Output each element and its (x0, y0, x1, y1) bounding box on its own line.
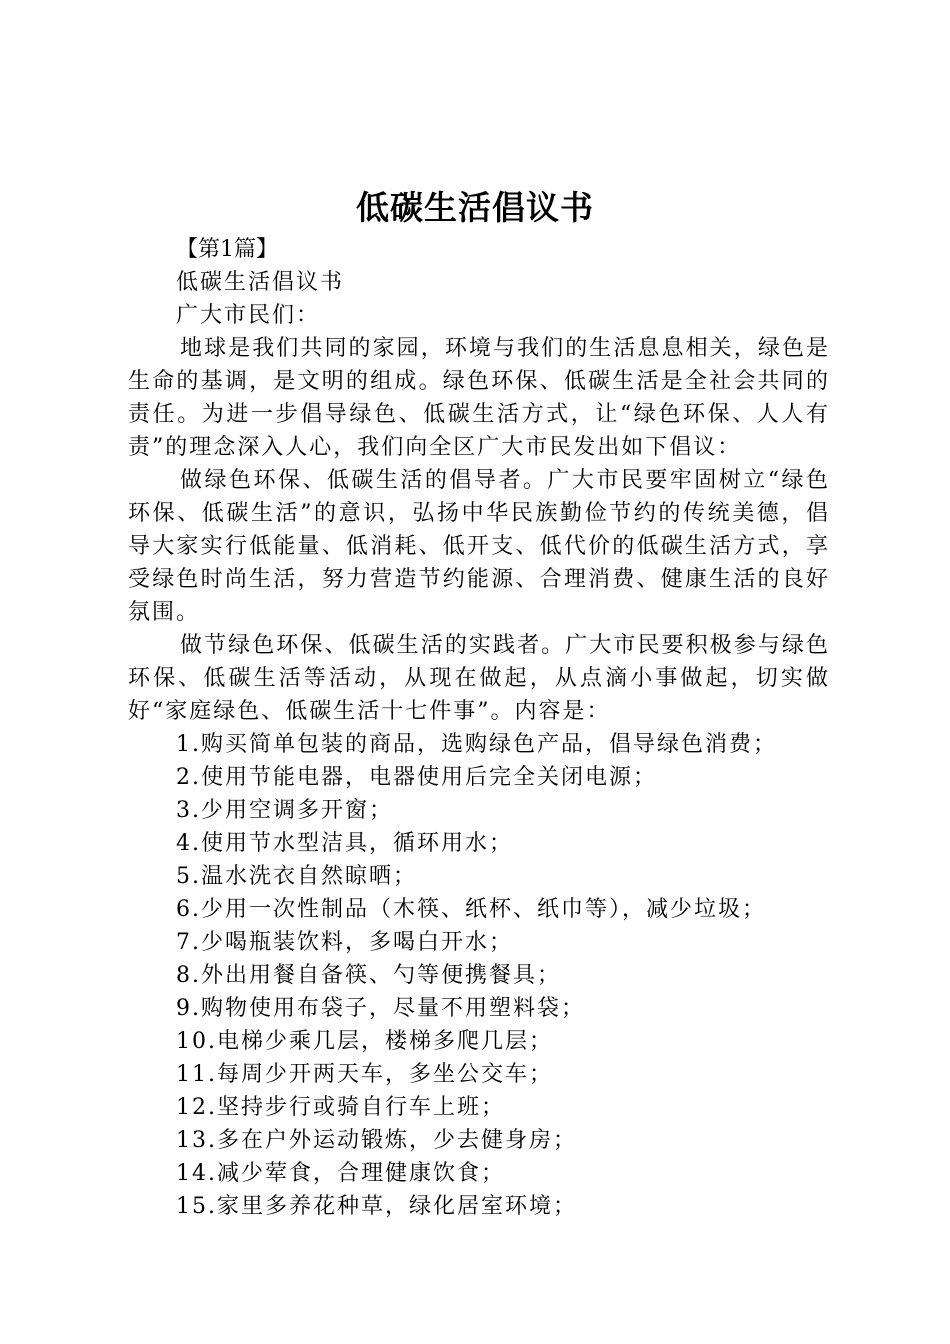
salutation: 广大市民们： (176, 303, 321, 328)
list-item: 8.外出用餐自备筷、勺等便携餐具； (176, 963, 561, 988)
list-item: 12.坚持步行或骑自行车上班； (176, 1095, 505, 1120)
document-title: 低碳生活倡议书 (356, 188, 594, 227)
list-item: 15.家里多养花种草，绿化居室环境； (176, 1194, 577, 1219)
list-item: 11.每周少开两天车，多坐公交车； (176, 1062, 553, 1087)
list-item: 5.温水洗衣自然晾晒； (176, 864, 417, 889)
list-item: 14.减少荤食，合理健康饮食； (176, 1161, 505, 1186)
list-item: 1.购买简单包装的商品，选购绿色产品，倡导绿色消费； (176, 732, 777, 757)
list-item: 3.少用空调多开窗； (176, 798, 393, 823)
list-item: 2.使用节能电器，电器使用后完全关闭电源； (176, 765, 657, 790)
list-item: 4.使用节水型洁具，循环用水； (176, 831, 513, 856)
list-item: 7.少喝瓶装饮料，多喝白开水； (176, 930, 513, 955)
list-item: 6.少用一次性制品（木筷、纸杯、纸巾等），减少垃圾； (176, 897, 766, 922)
document-body (128, 233, 830, 1223)
document-subtitle: 低碳生活倡议书 (176, 270, 345, 295)
paragraph-practice: 做节绿色环保、低碳生活的实践者。广大市民要积极参与绿色环保、低碳生活等活动，从现在做起，从点滴小事做起，切实做好“家庭绿色、低碳生活十七件事”。内容是： (128, 633, 830, 724)
section-label: 【第1篇】 (176, 237, 278, 262)
list-item: 9.购物使用布袋子，尽量不用塑料袋； (176, 996, 585, 1021)
list-item: 10.电梯少乘几层，楼梯多爬几层； (176, 1029, 553, 1054)
paragraph-advocate: 做绿色环保、低碳生活的倡导者。广大市民要牢固树立“绿色环保、低碳生活”的意识，弘扬中华民族勤俭节约的传统美德，倡导大家实行低能量、低消耗、低开支、低代价的低碳生活方式，享受绿色时尚生活，努力营造节约能源、合理消费、健康生活的良好氛围。 (128, 468, 830, 625)
paragraph-intro: 地球是我们共同的家园，环境与我们的生活息息相关，绿色是生命的基调，是文明的组成。绿色环保、低碳生活是全社会共同的责任。为进一步倡导绿色、低碳生活方式，让“绿色环保、人人有责”的理念深入人心，我们向全区广大市民发出如下倡议： (128, 336, 830, 460)
list-item: 13.多在户外运动锻炼，少去健身房； (176, 1128, 577, 1153)
